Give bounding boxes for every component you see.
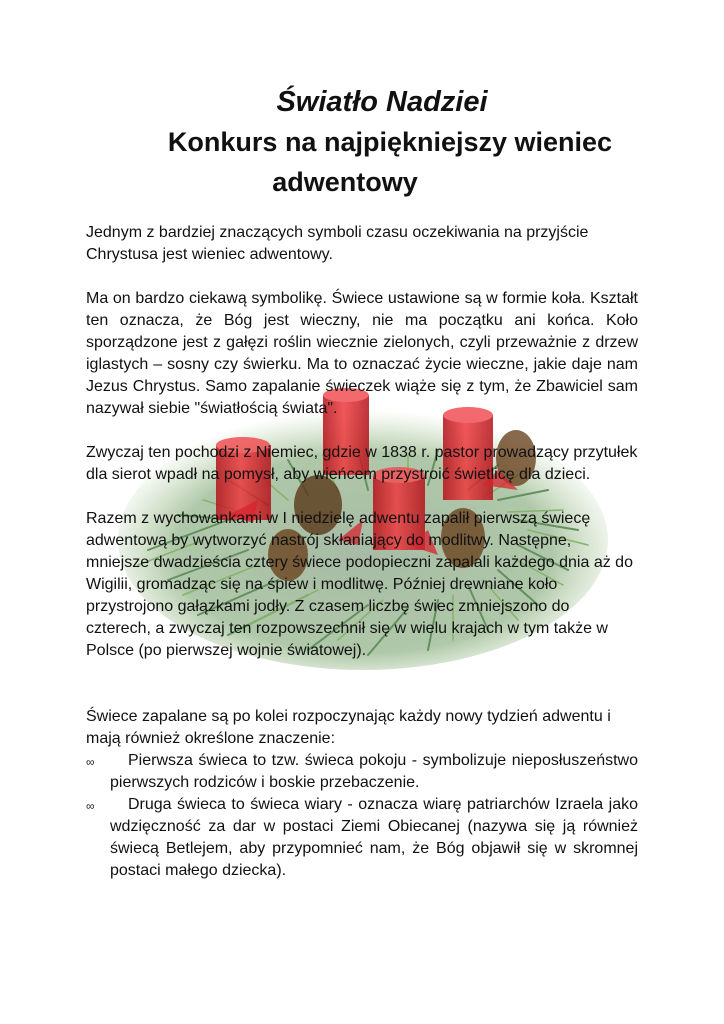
list-item (86, 750, 638, 794)
document-title (0, 84, 724, 202)
paragraph-origin: Zwyczaj ten pochodzi z Niemiec, gdzie w 1838 r. pastor prowadzący przytułek dla sierot wpadł na pomysł, aby wieńcem przystroić świetlicę dla dzieci. (86, 444, 638, 483)
infinity-bullet-icon: ∞ (86, 799, 95, 813)
subtitle-line-2: adwentowy (272, 167, 418, 197)
infinity-bullet-icon: ∞ (86, 755, 95, 769)
paragraph-history: Razem z wychowankami w I niedzielę adwentu zapalił pierwszą świecę adwentową by wytworzyć nastrój skłaniający do modlitwy. Następne, mniejsze dwadzieścia cztery świece podopieczni zapalali każdego dnia aż do Wigilii, gromadząc się na śpiew i modlitwę. Później drewniane koło przystrojono gałązkami jodły. Z czasem liczbę świec zmniejszono do czterech, a zwyczaj ten rozpowszechnił się w wielu krajach w tym także w Polsce (po pierwszej wojnie światowej). (86, 510, 633, 659)
paragraph-symbolism: Ma on bardzo ciekawą symbolikę. Świece ustawione są w formie koła. Kształt ten oznacza, że Bóg jest wieczny, nie ma początku ani końca. Koło sporządzone jest z gałęzi roślin wiecznie zielonych, czyli przeważnie z drzew iglastych – sosny czy świerku. Ma to oznaczać życie wieczne, jakie daje nam Jezus Chrystus. Samo zapalanie świeczek wiąże się z tym, że Zbawiciel sam nazywał siebie "światłością świata". (86, 290, 638, 417)
paragraph-intro: Jednym z bardziej znaczących symboli czasu oczekiwania na przyjście Chrystusa jest wieniec adwentowy. (86, 224, 589, 263)
document-body (86, 222, 638, 882)
list-item (86, 794, 638, 882)
bullet-text-first-candle: Pierwsza świeca to tzw. świeca pokoju - symbolizuje nieposłuszeństwo pierwszych rodziców i boskie przebaczenie. (110, 752, 638, 791)
title-main: Światło Nadziei (276, 86, 488, 118)
title-subtitle (0, 122, 724, 202)
paragraph-candles-intro: Świece zapalane są po kolei rozpoczynając każdy nowy tydzień adwentu i mają również określone znaczenie: (86, 708, 611, 747)
subtitle-line-1: Konkurs na najpiękniejszy wieniec (167, 127, 613, 157)
bullet-text-second-candle: Druga świeca to świeca wiary - oznacza wiarę patriarchów Izraela jako wdzięczność za dar w postaci Ziemi Obiecanej (nazywa się ją również świecą Betlejem, aby przypomnieć nam, że Bóg objawił się w skromnej postaci małego dziecka). (110, 796, 638, 879)
